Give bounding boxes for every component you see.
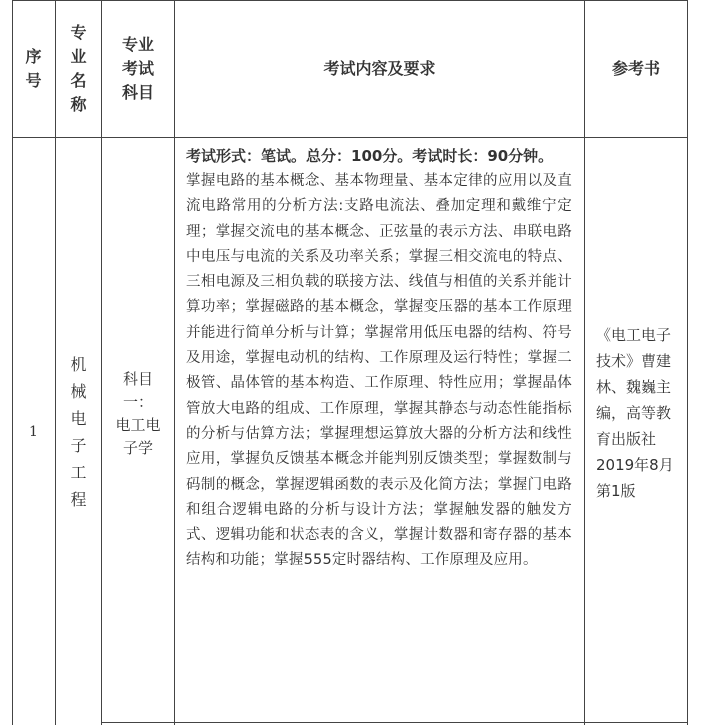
row-number: 1 <box>29 423 38 440</box>
header-no: 序 号 <box>25 47 42 90</box>
header-book: 参考书 <box>611 59 660 78</box>
header-content: 考试内容及要求 <box>323 59 436 78</box>
reference-book: 《电工电子技术》曹建林、魏巍主编，高等教育出版社2019年8月第1版 <box>596 326 674 500</box>
requirements-text: 掌握电路的基本概念、基本物理量、基本定律的应用以及直流电路常用的分析方法:支路电流法、叠加定理和戴维宁定理；掌握交流电的基本概念、正弦量的表示方法、串联电路中电压与电流的关系及功率关系；掌握三相交流电的特点、三相电源及三相负载的联接方法、线值与相值的关系并能计算功率；掌握磁路的基本概念，掌握变压器的基本工作原理并能进行简单分析与计算；掌握常用低压电器的结构、符号及用途，掌握电动机的结构、工作原理及运行特性；掌握二极管、晶体管的基本构造、工作原理、特性应用；掌握晶体管放大电路的组成、工作原理，掌握其静态与动态性能指标的分析与估算方法；掌握理想运算放大器的分析方法和线性应用，掌握负反馈基本概念并能判别反馈类型；掌握数制与码制的概念，掌握逻辑函数的表示及化简方法；掌握门电路和组合逻辑电路的分析与设计方法；掌握触发器的触发方式、逻辑功能和状态表的含义，掌握计数器和寄存器的基本结构和功能；掌握555定时器结构、工作原理及应用。 <box>186 173 572 569</box>
header-divider <box>12 137 688 138</box>
table-border-right <box>687 0 688 725</box>
header-major: 专 业 名 称 <box>70 23 87 114</box>
header-subject: 专业 考试 科目 <box>121 35 154 102</box>
exam-format: 考试形式：笔试。总分：100分。考试时长：90分钟。 <box>186 147 554 165</box>
exam-requirements <box>175 143 584 574</box>
subject-name: 科目 一： 电工电 子学 <box>115 370 161 457</box>
row-divider <box>102 722 688 723</box>
major-name: 机 械 电 子 工 程 <box>70 354 87 509</box>
exam-table <box>12 0 688 725</box>
